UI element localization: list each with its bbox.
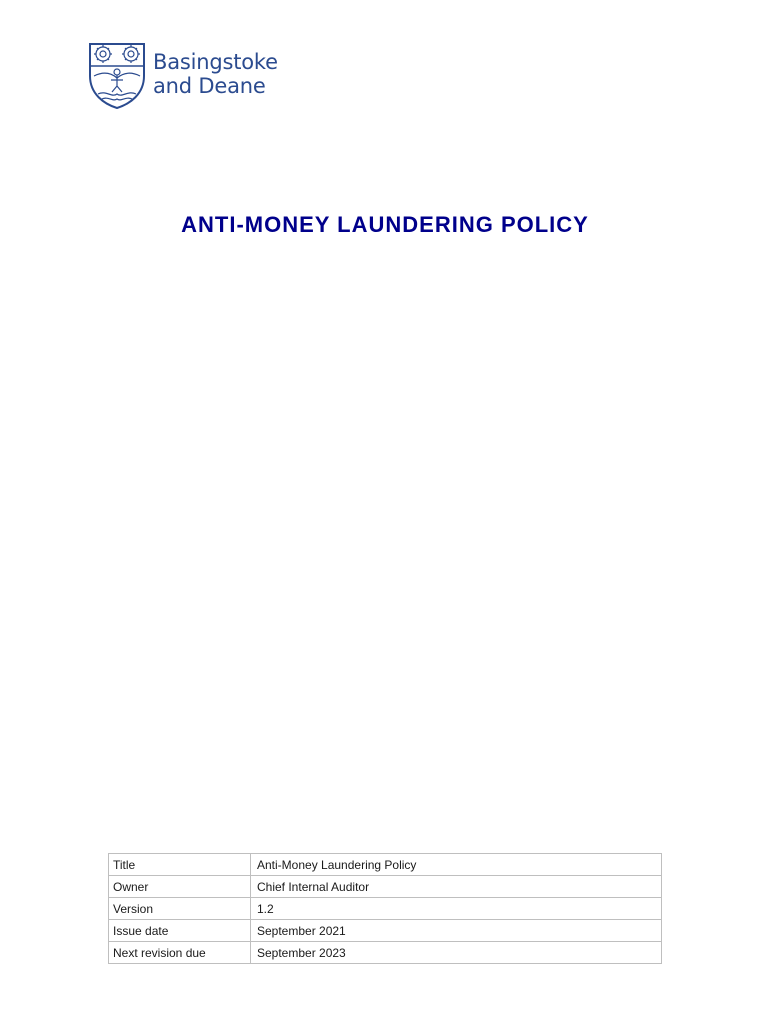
council-name-line2: and Deane xyxy=(153,74,266,98)
row-label: Owner xyxy=(109,876,251,898)
row-label: Next revision due xyxy=(109,942,251,964)
row-value: September 2021 xyxy=(251,920,662,942)
row-label: Version xyxy=(109,898,251,920)
document-title: ANTI-MONEY LAUNDERING POLICY xyxy=(181,212,589,237)
row-value: Anti-Money Laundering Policy xyxy=(251,854,662,876)
table-row xyxy=(109,898,662,920)
document-metadata-table xyxy=(108,853,662,964)
row-value: Chief Internal Auditor xyxy=(251,876,662,898)
council-logo xyxy=(88,42,278,110)
table-row xyxy=(109,876,662,898)
council-name-line1: Basingstoke xyxy=(153,50,278,74)
row-value: 1.2 xyxy=(251,898,662,920)
council-name xyxy=(153,50,278,98)
table-row xyxy=(109,920,662,942)
table-row xyxy=(109,854,662,876)
row-label: Title xyxy=(109,854,251,876)
council-crest-icon xyxy=(88,42,146,110)
table-row xyxy=(109,942,662,964)
row-value: September 2023 xyxy=(251,942,662,964)
row-label: Issue date xyxy=(109,920,251,942)
